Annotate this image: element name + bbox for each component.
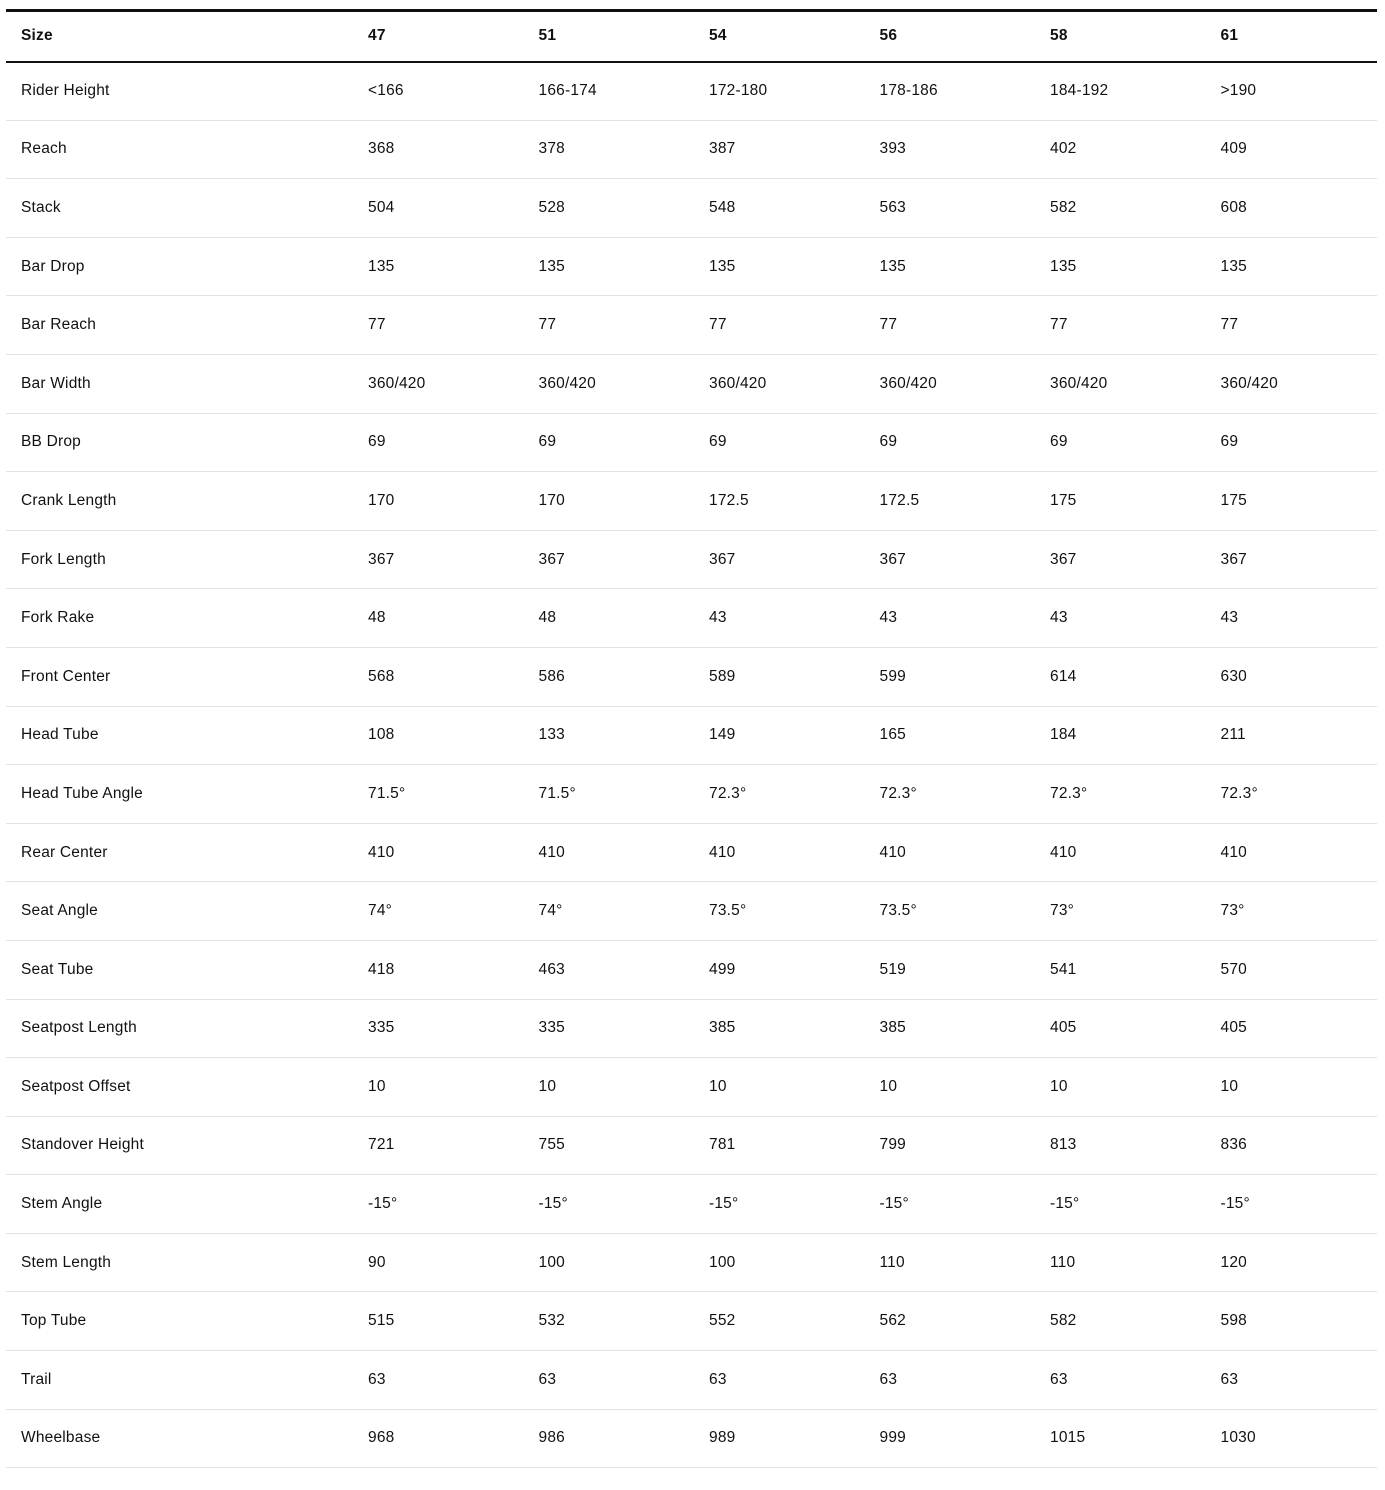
row-label: BB Drop	[6, 413, 368, 472]
cell-value: 73.5°	[709, 882, 880, 941]
cell-value: 63	[1221, 1351, 1378, 1410]
cell-value: 799	[880, 1116, 1051, 1175]
cell-value: 409	[1221, 120, 1378, 179]
cell-value: 385	[880, 999, 1051, 1058]
cell-value: -15°	[539, 1175, 710, 1234]
cell-value: 149	[709, 706, 880, 765]
cell-value: 367	[709, 530, 880, 589]
cell-value: 570	[1221, 940, 1378, 999]
cell-value: 43	[709, 589, 880, 648]
cell-value: 385	[709, 999, 880, 1058]
table-row	[6, 472, 1377, 531]
cell-value: -15°	[709, 1175, 880, 1234]
cell-value: 813	[1050, 1116, 1221, 1175]
row-label: Standover Height	[6, 1116, 368, 1175]
cell-value: 589	[709, 647, 880, 706]
size-header-label: Size	[6, 11, 368, 62]
size-column-header: 58	[1050, 11, 1221, 62]
row-label: Head Tube	[6, 706, 368, 765]
cell-value: 614	[1050, 647, 1221, 706]
cell-value: 63	[709, 1351, 880, 1410]
cell-value: 43	[880, 589, 1051, 648]
cell-value: 410	[880, 823, 1051, 882]
cell-value: 71.5°	[539, 765, 710, 824]
table-row	[6, 823, 1377, 882]
cell-value: 77	[368, 296, 539, 355]
cell-value: 135	[709, 237, 880, 296]
table-row	[6, 1292, 1377, 1351]
cell-value: 582	[1050, 1292, 1221, 1351]
table-row	[6, 1409, 1377, 1468]
row-label: Rider Height	[6, 62, 368, 121]
geometry-table-section	[6, 9, 1377, 1468]
cell-value: 367	[1221, 530, 1378, 589]
row-label: Trail	[6, 1351, 368, 1410]
cell-value: 410	[709, 823, 880, 882]
cell-value: 74°	[539, 882, 710, 941]
cell-value: 133	[539, 706, 710, 765]
table-row	[6, 237, 1377, 296]
cell-value: 582	[1050, 179, 1221, 238]
table-row	[6, 530, 1377, 589]
cell-value: 72.3°	[1050, 765, 1221, 824]
cell-value: 836	[1221, 1116, 1378, 1175]
row-label: Bar Drop	[6, 237, 368, 296]
cell-value: 410	[1050, 823, 1221, 882]
cell-value: 120	[1221, 1233, 1378, 1292]
cell-value: 48	[539, 589, 710, 648]
cell-value: 599	[880, 647, 1051, 706]
cell-value: -15°	[1050, 1175, 1221, 1234]
cell-value: <166	[368, 62, 539, 121]
cell-value: 367	[368, 530, 539, 589]
cell-value: 100	[709, 1233, 880, 1292]
cell-value: 69	[709, 413, 880, 472]
table-row	[6, 999, 1377, 1058]
cell-value: 77	[1050, 296, 1221, 355]
cell-value: 10	[880, 1058, 1051, 1117]
cell-value: 184	[1050, 706, 1221, 765]
cell-value: 77	[880, 296, 1051, 355]
cell-value: 367	[1050, 530, 1221, 589]
cell-value: 1015	[1050, 1409, 1221, 1468]
cell-value: 999	[880, 1409, 1051, 1468]
size-column-header: 51	[539, 11, 710, 62]
cell-value: 563	[880, 179, 1051, 238]
cell-value: 499	[709, 940, 880, 999]
cell-value: -15°	[880, 1175, 1051, 1234]
cell-value: 781	[709, 1116, 880, 1175]
cell-value: 463	[539, 940, 710, 999]
cell-value: 175	[1050, 472, 1221, 531]
cell-value: 410	[1221, 823, 1378, 882]
row-label: Front Center	[6, 647, 368, 706]
cell-value: 368	[368, 120, 539, 179]
size-column-header: 54	[709, 11, 880, 62]
table-row	[6, 765, 1377, 824]
cell-value: 378	[539, 120, 710, 179]
cell-value: 43	[1050, 589, 1221, 648]
cell-value: 755	[539, 1116, 710, 1175]
cell-value: 48	[368, 589, 539, 648]
table-row	[6, 706, 1377, 765]
cell-value: 387	[709, 120, 880, 179]
cell-value: -15°	[368, 1175, 539, 1234]
row-label: Stack	[6, 179, 368, 238]
table-row	[6, 1351, 1377, 1410]
cell-value: 166-174	[539, 62, 710, 121]
row-label: Reach	[6, 120, 368, 179]
cell-value: 77	[539, 296, 710, 355]
table-row	[6, 1233, 1377, 1292]
table-row	[6, 1116, 1377, 1175]
cell-value: 69	[1221, 413, 1378, 472]
cell-value: 63	[539, 1351, 710, 1410]
cell-value: 172-180	[709, 62, 880, 121]
cell-value: 360/420	[1221, 354, 1378, 413]
row-label: Bar Width	[6, 354, 368, 413]
table-row	[6, 413, 1377, 472]
cell-value: 135	[1050, 237, 1221, 296]
row-label: Rear Center	[6, 823, 368, 882]
cell-value: 519	[880, 940, 1051, 999]
cell-value: 72.3°	[1221, 765, 1378, 824]
cell-value: 630	[1221, 647, 1378, 706]
cell-value: 135	[1221, 237, 1378, 296]
row-label: Wheelbase	[6, 1409, 368, 1468]
cell-value: 586	[539, 647, 710, 706]
cell-value: 43	[1221, 589, 1378, 648]
cell-value: 77	[709, 296, 880, 355]
cell-value: 405	[1050, 999, 1221, 1058]
cell-value: 63	[368, 1351, 539, 1410]
cell-value: 69	[368, 413, 539, 472]
cell-value: 63	[1050, 1351, 1221, 1410]
table-row	[6, 1058, 1377, 1117]
cell-value: 598	[1221, 1292, 1378, 1351]
cell-value: 72.3°	[709, 765, 880, 824]
cell-value: 986	[539, 1409, 710, 1468]
cell-value: 541	[1050, 940, 1221, 999]
cell-value: 402	[1050, 120, 1221, 179]
cell-value: 367	[880, 530, 1051, 589]
cell-value: 110	[880, 1233, 1051, 1292]
table-row	[6, 179, 1377, 238]
cell-value: 175	[1221, 472, 1378, 531]
cell-value: 73.5°	[880, 882, 1051, 941]
cell-value: 172.5	[880, 472, 1051, 531]
cell-value: 69	[1050, 413, 1221, 472]
cell-value: 69	[880, 413, 1051, 472]
cell-value: 172.5	[709, 472, 880, 531]
cell-value: 360/420	[1050, 354, 1221, 413]
cell-value: 528	[539, 179, 710, 238]
geometry-table	[6, 9, 1377, 1468]
cell-value: 135	[880, 237, 1051, 296]
row-label: Fork Rake	[6, 589, 368, 648]
cell-value: 515	[368, 1292, 539, 1351]
cell-value: 608	[1221, 179, 1378, 238]
cell-value: 10	[368, 1058, 539, 1117]
table-row	[6, 882, 1377, 941]
size-column-header: 47	[368, 11, 539, 62]
row-label: Head Tube Angle	[6, 765, 368, 824]
cell-value: 10	[1221, 1058, 1378, 1117]
cell-value: 10	[539, 1058, 710, 1117]
cell-value: 968	[368, 1409, 539, 1468]
cell-value: 360/420	[368, 354, 539, 413]
cell-value: 10	[1050, 1058, 1221, 1117]
cell-value: 405	[1221, 999, 1378, 1058]
cell-value: 721	[368, 1116, 539, 1175]
table-row	[6, 647, 1377, 706]
cell-value: 72.3°	[880, 765, 1051, 824]
cell-value: 367	[539, 530, 710, 589]
cell-value: 548	[709, 179, 880, 238]
cell-value: -15°	[1221, 1175, 1378, 1234]
table-row	[6, 1175, 1377, 1234]
cell-value: 63	[880, 1351, 1051, 1410]
row-label: Top Tube	[6, 1292, 368, 1351]
cell-value: 170	[539, 472, 710, 531]
cell-value: 73°	[1050, 882, 1221, 941]
cell-value: 184-192	[1050, 62, 1221, 121]
table-row	[6, 62, 1377, 121]
size-column-header: 56	[880, 11, 1051, 62]
cell-value: 90	[368, 1233, 539, 1292]
table-row	[6, 120, 1377, 179]
cell-value: 360/420	[880, 354, 1051, 413]
cell-value: 100	[539, 1233, 710, 1292]
cell-value: 410	[368, 823, 539, 882]
cell-value: 989	[709, 1409, 880, 1468]
row-label: Seatpost Length	[6, 999, 368, 1058]
table-row	[6, 940, 1377, 999]
cell-value: 552	[709, 1292, 880, 1351]
row-label: Crank Length	[6, 472, 368, 531]
cell-value: 393	[880, 120, 1051, 179]
cell-value: 170	[368, 472, 539, 531]
table-body	[6, 62, 1377, 1468]
cell-value: 73°	[1221, 882, 1378, 941]
cell-value: 532	[539, 1292, 710, 1351]
cell-value: >190	[1221, 62, 1378, 121]
cell-value: 1030	[1221, 1409, 1378, 1468]
cell-value: 165	[880, 706, 1051, 765]
cell-value: 335	[368, 999, 539, 1058]
table-row	[6, 354, 1377, 413]
size-column-header: 61	[1221, 11, 1378, 62]
cell-value: 335	[539, 999, 710, 1058]
cell-value: 418	[368, 940, 539, 999]
row-label: Seat Angle	[6, 882, 368, 941]
row-label: Seatpost Offset	[6, 1058, 368, 1117]
table-row	[6, 296, 1377, 355]
cell-value: 69	[539, 413, 710, 472]
cell-value: 360/420	[709, 354, 880, 413]
table-row	[6, 589, 1377, 648]
cell-value: 178-186	[880, 62, 1051, 121]
cell-value: 71.5°	[368, 765, 539, 824]
table-header	[6, 11, 1377, 62]
header-row	[6, 11, 1377, 62]
row-label: Fork Length	[6, 530, 368, 589]
cell-value: 74°	[368, 882, 539, 941]
cell-value: 135	[368, 237, 539, 296]
cell-value: 360/420	[539, 354, 710, 413]
cell-value: 410	[539, 823, 710, 882]
cell-value: 108	[368, 706, 539, 765]
row-label: Bar Reach	[6, 296, 368, 355]
cell-value: 211	[1221, 706, 1378, 765]
cell-value: 110	[1050, 1233, 1221, 1292]
row-label: Stem Angle	[6, 1175, 368, 1234]
cell-value: 135	[539, 237, 710, 296]
cell-value: 568	[368, 647, 539, 706]
cell-value: 562	[880, 1292, 1051, 1351]
row-label: Stem Length	[6, 1233, 368, 1292]
cell-value: 504	[368, 179, 539, 238]
row-label: Seat Tube	[6, 940, 368, 999]
cell-value: 10	[709, 1058, 880, 1117]
cell-value: 77	[1221, 296, 1378, 355]
